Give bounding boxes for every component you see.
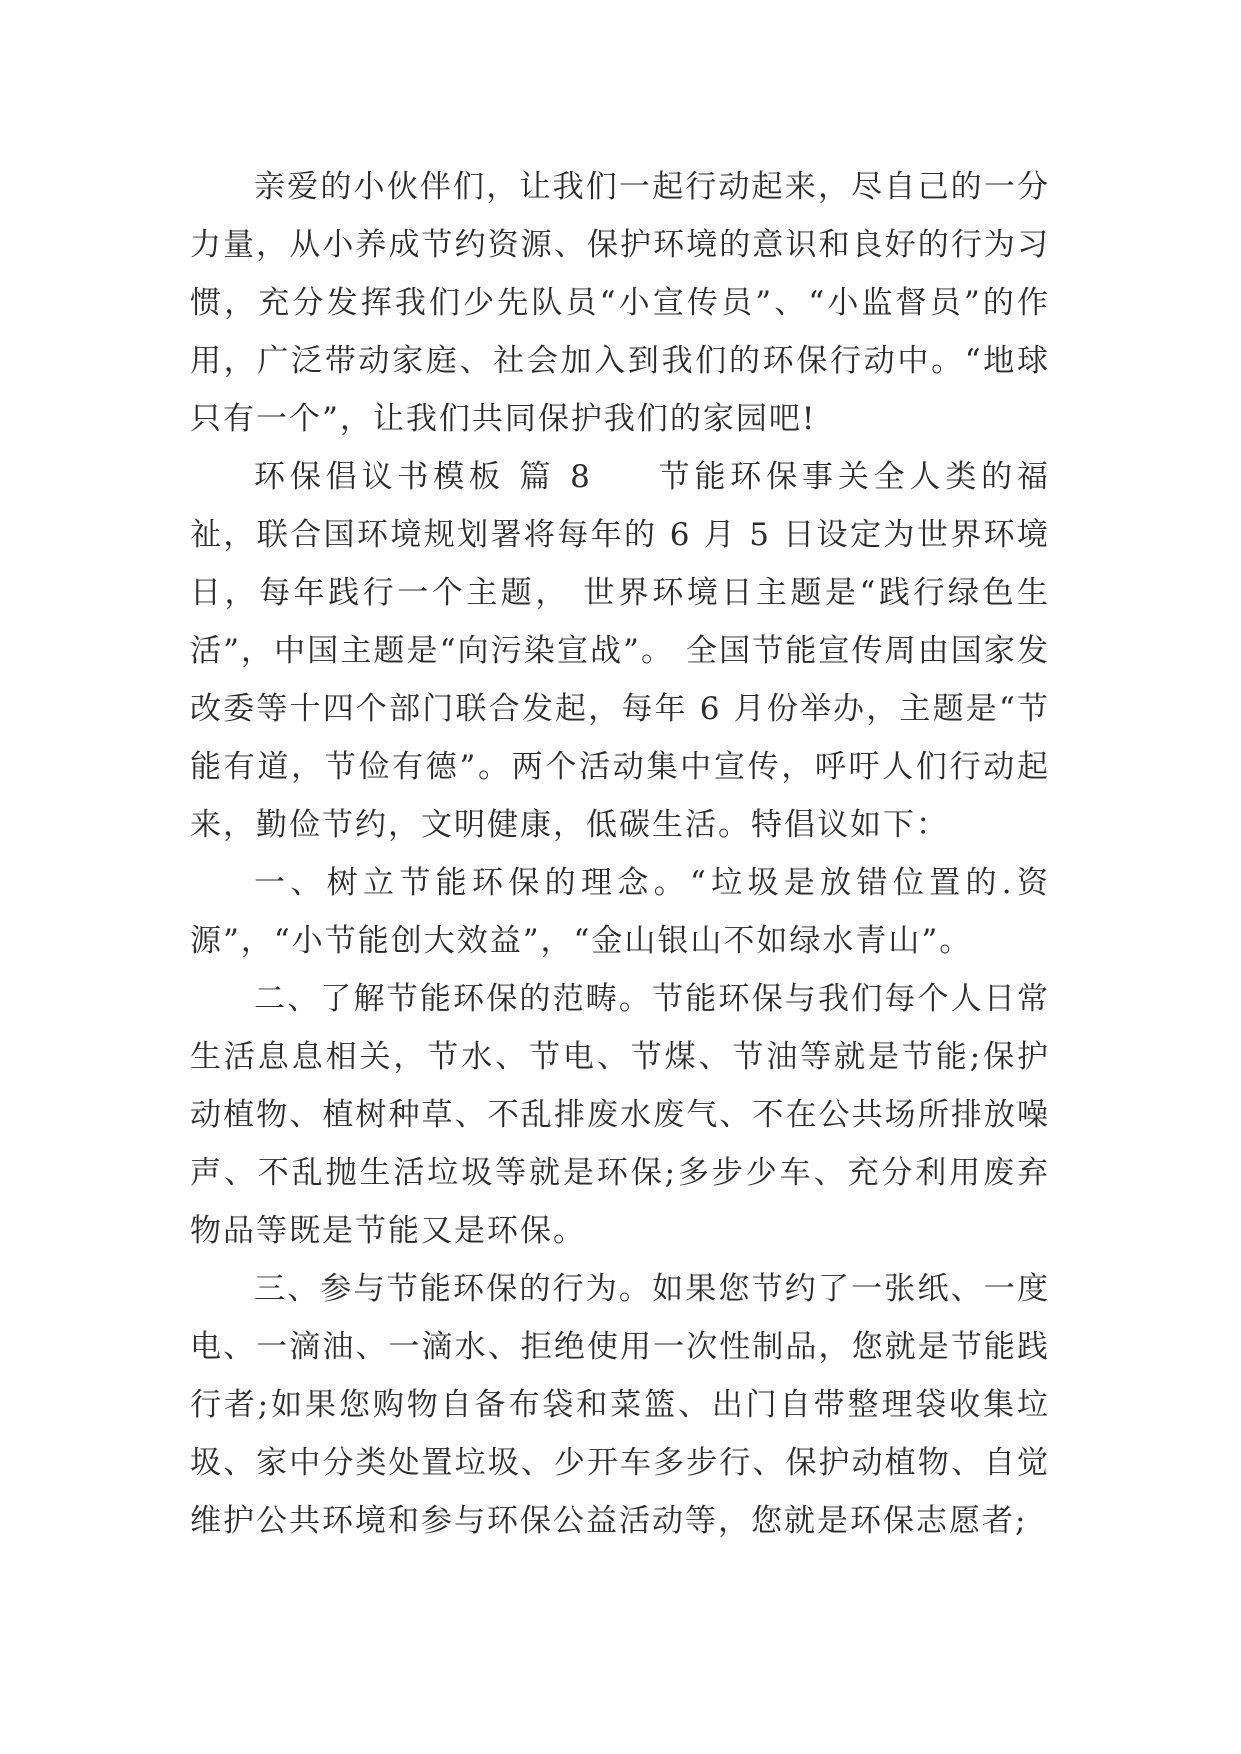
document-body [190, 158, 1050, 1550]
section-heading: 环保倡议书模板 篇 8 [254, 459, 592, 495]
paragraph-2 [190, 448, 1050, 854]
paragraph-3-text: 一、树立节能环保的理念。“垃圾是放错位置的.资源”，“小节能创大效益”，“金山银山不如绿水青山”。 [190, 865, 1050, 959]
paragraph-1 [190, 158, 1050, 448]
paragraph-3 [190, 854, 1050, 970]
paragraph-5 [190, 1260, 1050, 1550]
paragraph-2-text: 节能环保事关全人类的福祉，联合国环境规划署将每年的 6 月 5 日设定为世界环境日，每年践行一个主题， 世界环境日主题是“践行绿色生活”，中国主题是“向污染宣战”。 全国节能宣传周由国家发改委等十四个部门联合发起，每年 6 月份举办，主题是“节能有道，节俭有德”。两个活动集中宣传，呼吁人们行动起来，勤俭节约，文明健康，低碳生活。特倡议如下： [190, 459, 1050, 843]
paragraph-1-text: 亲爱的小伙伴们，让我们一起行动起来，尽自己的一分力量，从小养成节约资源、保护环境的意识和良好的行为习惯，充分发挥我们少先队员“小宣传员”、“小监督员”的作用，广泛带动家庭、社会加入到我们的环保行动中。“地球只有一个”，让我们共同保护我们的家园吧! [190, 169, 1050, 437]
paragraph-5-text: 三、参与节能环保的行为。如果您节约了一张纸、一度电、一滴油、一滴水、拒绝使用一次性制品，您就是节能践行者;如果您购物自备布袋和菜篮、出门自带整理袋收集垃圾、家中分类处置垃圾、少开车多步行、保护动植物、自觉维护公共环境和参与环保公益活动等，您就是环保志愿者; [190, 1271, 1050, 1539]
paragraph-4-text: 二、了解节能环保的范畴。节能环保与我们每个人日常生活息息相关，节水、节电、节煤、节油等就是节能;保护动植物、植树种草、不乱排废水废气、不在公共场所排放噪声、不乱抛生活垃圾等就是环保;多步少车、充分利用废弃物品等既是节能又是环保。 [190, 981, 1050, 1249]
paragraph-4 [190, 970, 1050, 1260]
